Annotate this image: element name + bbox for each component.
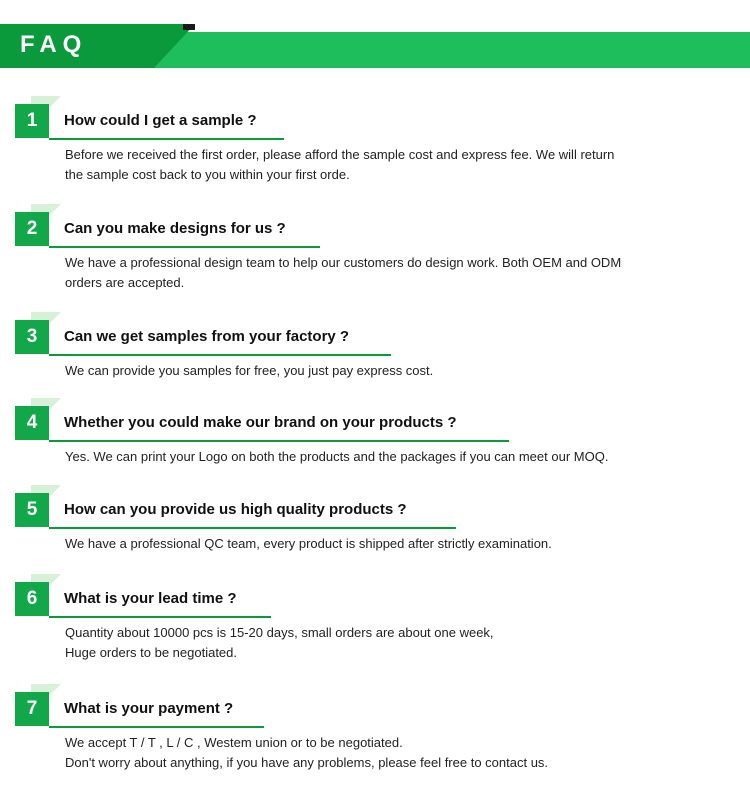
question-underline (49, 527, 456, 529)
question-underline (49, 440, 509, 442)
question-underline (49, 246, 320, 248)
faq-number-badge: 1 (15, 104, 49, 138)
banner-edge-accent (183, 24, 195, 30)
faq-number-badge: 7 (15, 692, 49, 726)
question-underline (49, 726, 264, 728)
faq-number-badge: 3 (15, 320, 49, 354)
faq-answer: Before we received the first order, please afford the sample cost and express fee. We will return the sample cost back to you within your first orde. (65, 147, 615, 182)
faq-number-badge: 6 (15, 582, 49, 616)
page-title: FAQ (20, 31, 88, 58)
faq-answer: We can provide you samples for free, you just pay express cost. (65, 363, 434, 378)
question-underline (49, 354, 391, 356)
faq-banner (0, 24, 750, 70)
question-underline (49, 138, 284, 140)
question-underline (49, 616, 271, 618)
faq-number-badge: 2 (15, 212, 49, 246)
faq-number-badge: 5 (15, 493, 49, 527)
faq-answer: We accept T / T , L / C , Westem union or to be negotiated. Don't worry about anything, if you have any problems, please feel free to contact us. (65, 735, 549, 770)
faq-answer: Quantity about 10000 pcs is 15-20 days, small orders are about one week, Huge orders to be negotiated. (65, 625, 494, 660)
faq-answer: Yes. We can print your Logo on both the products and the packages if you can meet our MOQ. (65, 449, 609, 464)
faq-answer: We have a professional design team to help our customers do design work. Both OEM and ODM orders are accepted. (65, 255, 622, 290)
faq-answer: We have a professional QC team, every product is shipped after strictly examination. (65, 536, 552, 551)
faq-number-badge: 4 (15, 406, 49, 440)
